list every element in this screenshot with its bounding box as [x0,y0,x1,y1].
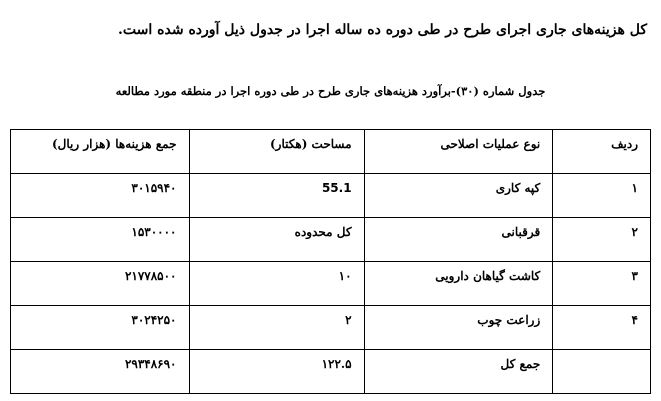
cell-cost: ۱۵۳۰۰۰۰ [11,218,190,262]
cell-row-number: ۴ [553,306,651,350]
table-caption: جدول شماره (۳۰)-برآورد هزینه‌های جاری طرح در طی دوره اجرا در منطقه مورد مطالعه [115,84,546,98]
cell-cost: ۲۹۳۴۸۶۹۰ [11,350,190,394]
cell-operation: قرقبانی [364,218,553,262]
cell-area: کل محدوده [189,218,364,262]
table-total-row [11,350,651,394]
cell-cost: ۳۰۲۴۲۵۰ [11,306,190,350]
cell-area: 55.1 [189,174,364,218]
cell-area: ۲ [189,306,364,350]
cell-row-number: ۱ [553,174,651,218]
cell-operation: جمع کل [364,350,553,394]
cell-cost: ۳۰۱۵۹۴۰ [11,174,190,218]
intro-paragraph: کل هزینه‌های جاری اجرای طرح در طی دوره ده ساله اجرا در جدول ذیل آورده شده است. [118,22,647,38]
header-total-cost: جمع هزینه‌ها (هزار ریال) [11,130,190,174]
header-row-number: ردیف [553,130,651,174]
table-row [11,174,651,218]
table-row [11,262,651,306]
cell-operation: زراعت چوب [364,306,553,350]
table-row [11,306,651,350]
cell-area: ۱۰ [189,262,364,306]
cell-row-number: ۳ [553,262,651,306]
header-area: مساحت (هکتار) [189,130,364,174]
cell-row-number: ۲ [553,218,651,262]
header-operation-type: نوع عملیات اصلاحی [364,130,553,174]
table-row [11,218,651,262]
cell-operation: کاشت گیاهان دارویی [364,262,553,306]
cell-operation: کپه کاری [364,174,553,218]
table-header-row [11,130,651,174]
cell-cost: ۲۱۷۷۸۵۰۰ [11,262,190,306]
cell-row-number [553,350,651,394]
cost-table [10,129,651,394]
cell-area: ۱۲۲.۵ [189,350,364,394]
